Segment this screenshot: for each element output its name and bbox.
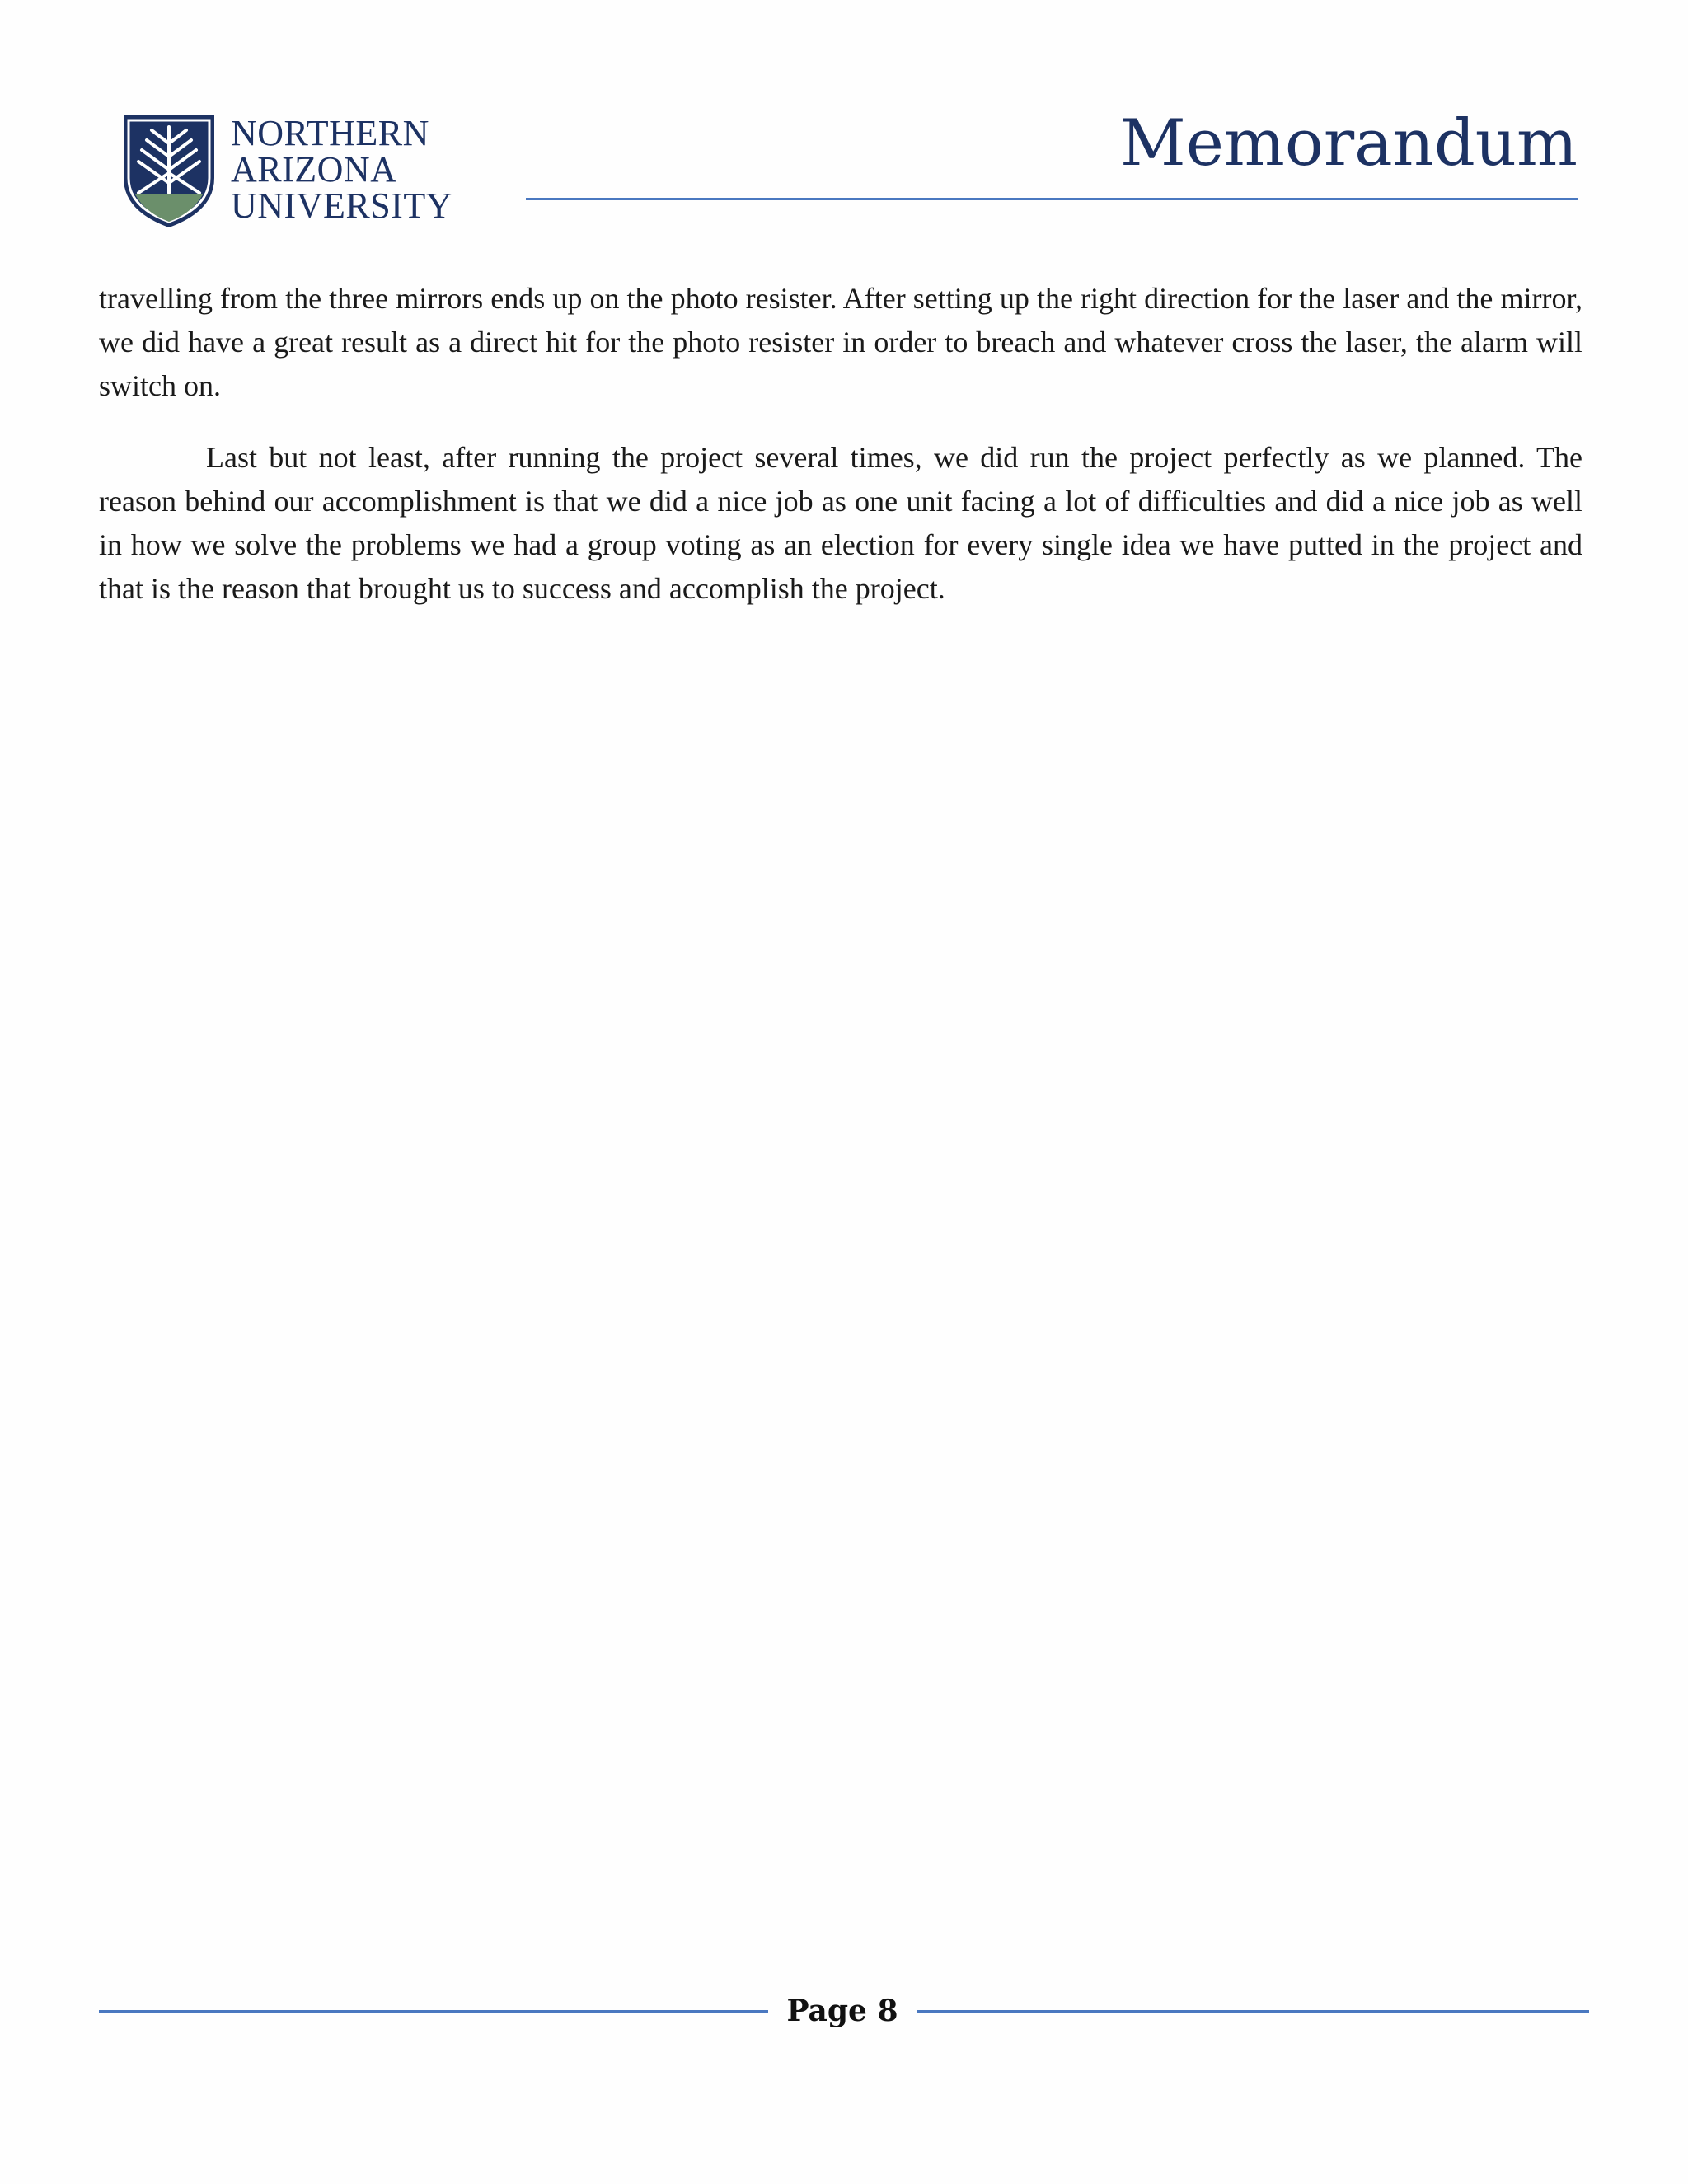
wordmark-line-1: NORTHERN [231, 113, 429, 153]
page-footer [99, 1986, 1589, 2036]
nau-logo [120, 110, 483, 234]
header-divider [526, 198, 1578, 200]
nau-shield-icon [120, 110, 218, 231]
body-paragraph: travelling from the three mirrors ends up on the photo resister. After setting up the right direction for the laser and the mirror, we did have a great result as a direct hit for the photo resister in order to breach and whatever cross the laser, the alarm will switch on. [99, 282, 1582, 402]
university-wordmark [231, 115, 452, 224]
wordmark-line-3: UNIVERSITY [231, 185, 452, 226]
wordmark-line-2: ARIZONA [231, 149, 397, 190]
footer-divider-right [917, 2010, 1589, 2013]
body-paragraph: Last but not least, after running the project several times, we did run the project perfectly as we planned. The reason behind our accomplishment is that we did a nice job as one unit facing a lot of difficulties and did a nice job as well in how we solve the problems we had a group voting as an election for every single idea we have putted in the project and that is the reason that brought us to success and accomplish the project. [99, 441, 1582, 605]
memo-body [99, 277, 1582, 639]
footer-divider-left [99, 2010, 768, 2013]
memo-title: Memorandum [1119, 106, 1578, 180]
page-number: Page 8 [786, 1994, 898, 2028]
